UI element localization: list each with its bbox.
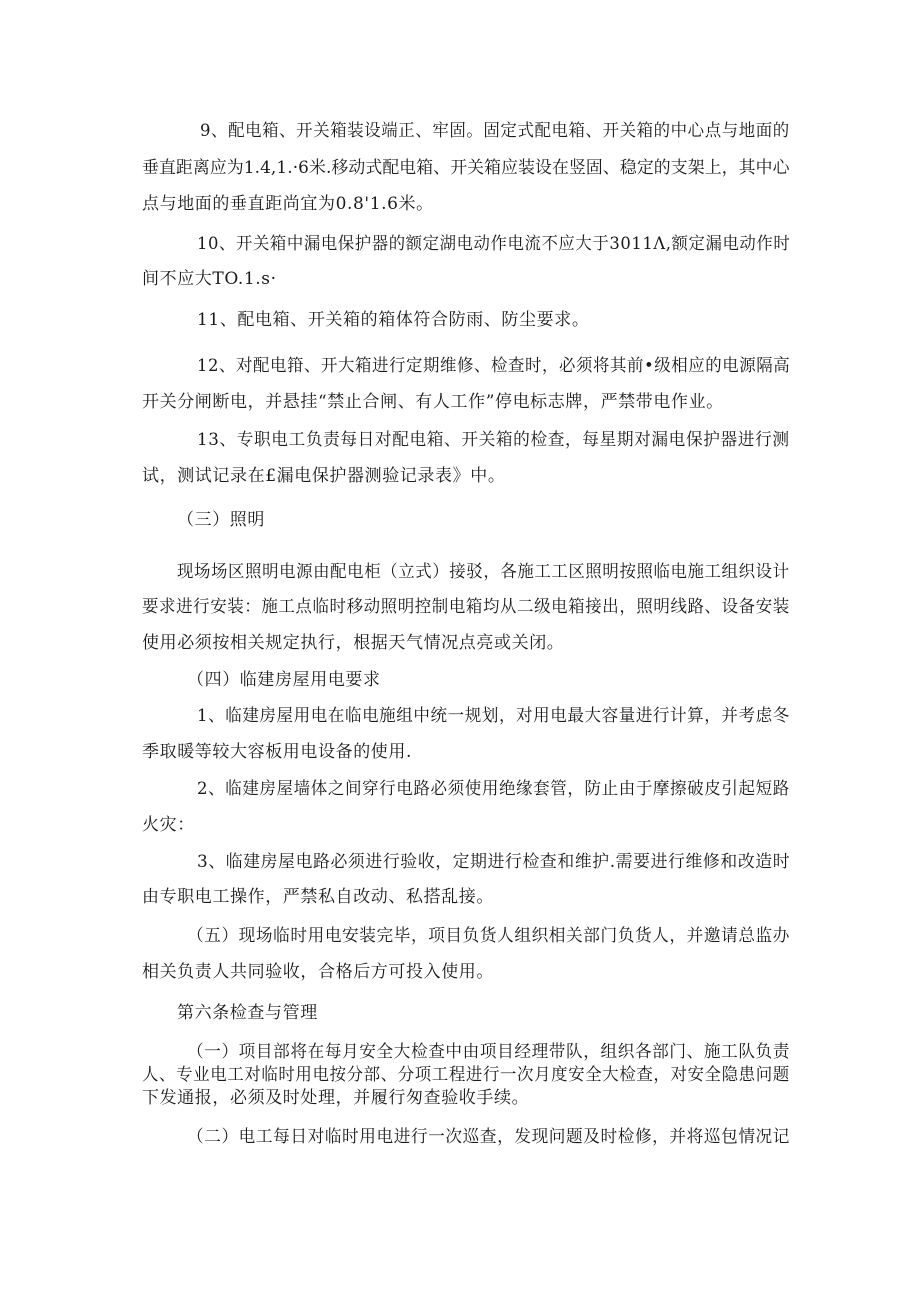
lighting-line-1: 现场场区照明电源由配电柜（立式）接驳，各施工工区照明按照临电施工组织设计 <box>177 562 790 582</box>
item-9-line-2: 垂直距离应为1.4,1.·6米.移动式配电箱、开关箱应装设在竖固、稳定的支架上，其中心 <box>142 158 790 178</box>
house-3-line-1: 3、临建房屋电路必须进行验收，定期进行检查和维护.需要进行维修和改造时 <box>197 852 791 872</box>
house-3-line-2: 由专职电工操作，严禁私自改动、私搭乱接。 <box>142 887 494 907</box>
item-13-line-2: 试，测试记录在£漏电保护器测验记录表》中。 <box>142 466 506 486</box>
item-11-line-1: 11、配电箱、开关箱的箱体符合防雨、防尘要求。 <box>197 310 590 330</box>
item-9-line-1: 9、配电箱、开关箱装设端正、牢固。固定式配电箱、开关箱的中心点与地面的 <box>200 121 790 141</box>
house-1-line-1: 1、临建房屋用电在临电施组中统一规划，对用电最大容量进行计算，并考虑冬 <box>197 706 790 726</box>
article-6-title: 第六条检查与管理 <box>177 1003 318 1023</box>
heading-temporary-housing: （四）临建房屋用电要求 <box>187 670 381 690</box>
house-2-line-2: 火灾： <box>142 815 195 835</box>
lighting-line-2: 要求进行安装：施工点临时移动照明控制电箱均从二级电箱接出，照明线路、设备安装 <box>142 597 790 617</box>
lighting-line-3: 使用必须按相关规定执行，根据天气情况点亮或关闭。 <box>142 633 565 653</box>
house-1-line-2: 季取暖等较大容板用电设备的使用. <box>142 742 413 762</box>
check-1-line-1: （一）项目部将在每月安全大检查中由项目经理带队，组织各部门、施工队负责 <box>187 1042 791 1062</box>
item-12-line-1: 12、对配电箝、开大箱进行定期维修、检查时，必须将其前•级相应的电源隔高 <box>197 356 791 376</box>
check-1-line-3: 下发通报，必须及时处理，并履行匆查验收手续。 <box>142 1088 530 1108</box>
heading-lighting: （三）照明 <box>177 510 265 530</box>
acceptance-line-2: 相关负责人共同验收，合格后方可投入使用。 <box>142 962 494 982</box>
item-10-line-2: 间不应大TO.1.s· <box>142 269 277 289</box>
house-2-line-1: 2、临建房屋墙体之间穿行电路必须使用绝缘套管，防止由于摩擦破皮引起短路 <box>197 779 790 799</box>
check-1-line-2: 人、专业电工对临时用电按分部、分项工程进行一次月度安全大检查，对安全隐患问题 <box>142 1065 790 1085</box>
item-9-line-3: 点与地面的垂直距尚宜为0.8'1.6米。 <box>142 194 434 214</box>
item-10-line-1: 10、开关箱中漏电保护器的额定湖电动作电流不应大于3011Λ,额定漏电动作时 <box>197 234 791 254</box>
item-12-line-2: 开关分闸断电，并悬挂“禁止合闸、有人工作”停电标志牌，严禁带电作业。 <box>142 392 724 412</box>
acceptance-line-1: （五）现场临时用电安装完毕，项目负货人组织相关部门负货人，并邀请总监办 <box>187 926 791 946</box>
item-13-line-1: 13、专职电工负责每日对配电箱、开关箱的检查，每星期对漏电保护器进行测 <box>197 430 790 450</box>
check-2-line-1: （二）电工每日对临时用电进行一次巡查，发现问题及时检修，并将巡包情况记 <box>187 1127 791 1147</box>
